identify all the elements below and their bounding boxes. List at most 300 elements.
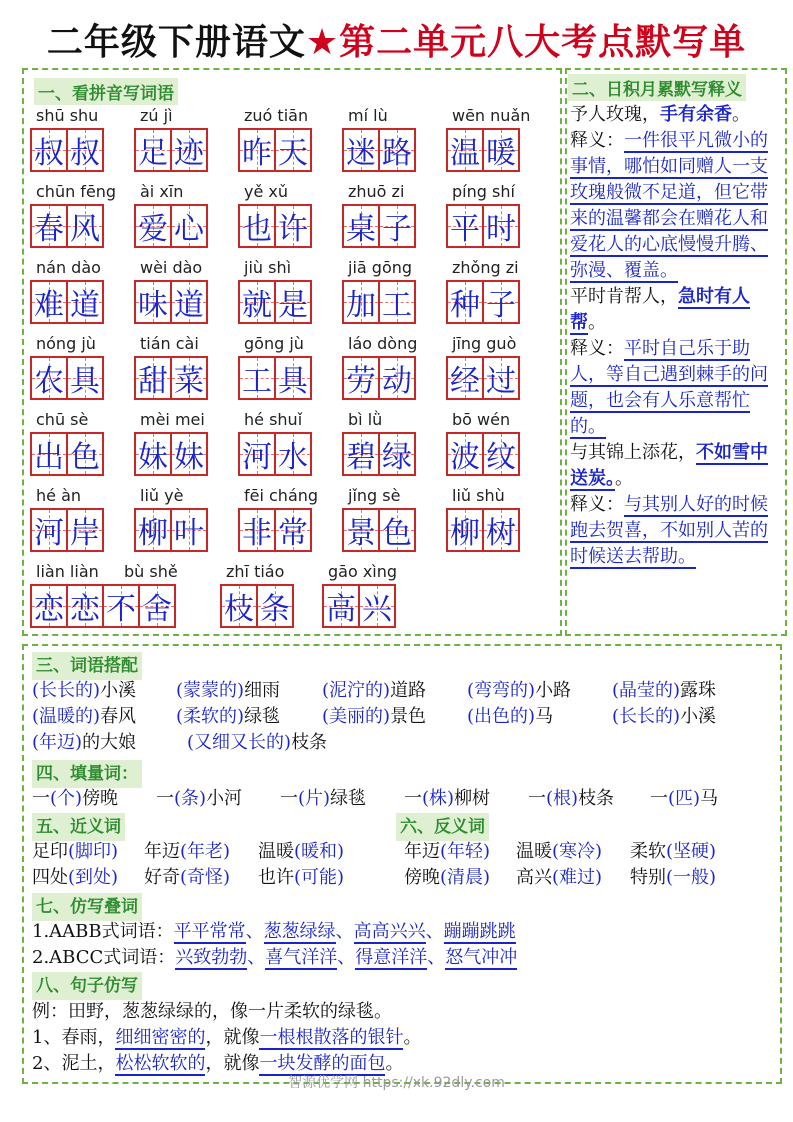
pinyin: liǔ shù: [452, 486, 505, 505]
explain-text: 平时自己乐于助人，等自己遇到棘手的问题，也会有人乐意帮忙的。: [570, 338, 768, 437]
char-cell: [342, 432, 380, 476]
char: 柳: [450, 516, 480, 551]
paren: (: [180, 867, 188, 888]
measure-item: [404, 786, 490, 812]
measure-answer: 片: [305, 788, 324, 809]
punct: 。: [615, 468, 633, 489]
footer-watermark: 智源优学网 https://xk.92dly.com: [288, 1075, 505, 1091]
char-cell: [342, 508, 380, 552]
collocation-noun: 景色: [390, 706, 427, 727]
char-cell: [66, 280, 104, 324]
paren: ): [323, 788, 331, 809]
char-cell: [66, 432, 104, 476]
collocation-answer: 泥泞的: [329, 680, 384, 701]
char-cell: [238, 204, 276, 248]
paren: ): [383, 706, 391, 727]
char: 温: [450, 136, 480, 171]
char-cell: [446, 508, 484, 552]
section-label: 二、日积月累默写释义: [568, 74, 746, 101]
char: 恋: [34, 592, 64, 627]
paren: ): [595, 867, 603, 888]
pinyin: bù shě: [124, 562, 178, 581]
pinyin: zhī tiáo: [226, 562, 285, 581]
word: 也许: [258, 867, 294, 888]
char: 具: [70, 364, 100, 399]
explain-label: 释义：: [570, 494, 624, 515]
measure-item: [528, 786, 614, 812]
paren: (: [440, 867, 448, 888]
char: 就: [242, 288, 272, 323]
word-grid: [342, 356, 414, 400]
word-grid: [322, 584, 394, 628]
paren: (: [68, 867, 76, 888]
measure-prefix: 一: [404, 788, 422, 809]
pinyin: wēn nuǎn: [452, 106, 531, 125]
section-label: 四、填量词：: [32, 760, 142, 788]
char-cell: [238, 128, 276, 172]
char: 道: [70, 288, 100, 323]
sentence-text: 1、春雨，: [32, 1027, 116, 1048]
char: 色: [70, 440, 100, 475]
separator: 、: [247, 947, 266, 968]
collocation-item: [176, 704, 280, 730]
word-pair: [516, 865, 602, 891]
paren: ): [571, 788, 579, 809]
paren: (: [422, 788, 430, 809]
char: 种: [450, 288, 480, 323]
char: 波: [450, 440, 480, 475]
char: 兴: [362, 592, 392, 627]
char-cell: [378, 280, 416, 324]
char-cell: [342, 128, 380, 172]
char: 昨: [242, 136, 272, 171]
word-grid: [238, 280, 310, 324]
collocation-noun: 道路: [390, 680, 427, 701]
paren: ): [111, 841, 119, 862]
paren: (: [294, 841, 302, 862]
char-cell: [378, 204, 416, 248]
paren: (: [32, 732, 40, 753]
paren: ): [693, 788, 701, 809]
char: 水: [278, 440, 308, 475]
char: 许: [278, 212, 308, 247]
section-label: 六、反义词: [396, 813, 489, 841]
idiom-answer: 不如雪中送炭。: [570, 442, 768, 489]
char: 树: [486, 516, 516, 551]
punct: 。: [588, 312, 606, 333]
char-cell: [220, 584, 258, 628]
pinyin: liàn liàn: [36, 562, 99, 581]
word: 年迈: [144, 841, 180, 862]
measure-prefix: 一: [280, 788, 298, 809]
char-cell: [274, 280, 312, 324]
paren: ): [284, 732, 292, 753]
char: 风: [70, 212, 100, 247]
idiom-1: [570, 102, 782, 128]
char-cell: [102, 584, 140, 628]
word-grid: [238, 128, 310, 172]
char: 枝: [224, 592, 254, 627]
word-pair: [404, 865, 490, 891]
char-cell: [446, 280, 484, 324]
pair-answer: 暖和: [301, 841, 338, 862]
paren: ): [483, 841, 491, 862]
word-grid: [342, 508, 414, 552]
pair-answer: 坚硬: [673, 841, 710, 862]
collocation-item: [322, 704, 426, 730]
char-cell: [170, 128, 208, 172]
measure-noun: 柳树: [454, 788, 491, 809]
char-cell: [66, 584, 104, 628]
char-cell: [30, 584, 68, 628]
char: 味: [138, 288, 168, 323]
word-grid: [342, 280, 414, 324]
word-grid: [446, 204, 518, 248]
char-cell: [378, 128, 416, 172]
paren: (: [187, 732, 195, 753]
paren: (: [668, 788, 676, 809]
word-grid: [238, 356, 310, 400]
char: 舍: [142, 592, 172, 627]
paren: ): [75, 732, 83, 753]
measure-answer: 株: [429, 788, 448, 809]
char: 妹: [174, 440, 204, 475]
char-cell: [342, 204, 380, 248]
char-cell: [274, 356, 312, 400]
char: 色: [382, 516, 412, 551]
char-cell: [30, 432, 68, 476]
pair-answer: 脚印: [75, 841, 112, 862]
char: 恋: [70, 592, 100, 627]
char-cell: [446, 356, 484, 400]
collocation-item: [467, 678, 571, 704]
char: 条: [260, 592, 290, 627]
collocation-noun: 枝条: [291, 732, 328, 753]
char-cell: [274, 432, 312, 476]
paren: (: [32, 706, 40, 727]
measure-answer: 匹: [675, 788, 694, 809]
measure-prefix: 一: [32, 788, 50, 809]
char: 菜: [174, 364, 204, 399]
list-answer: 高高兴兴: [353, 921, 426, 942]
collocation-item: [612, 704, 716, 730]
char-cell: [170, 280, 208, 324]
collocation-noun: 马: [535, 706, 554, 727]
word-pair: [258, 839, 344, 865]
aabb-row: [32, 919, 516, 945]
paren: ): [483, 867, 491, 888]
pinyin: zuó tiān: [244, 106, 309, 125]
pinyin: jiù shì: [244, 258, 292, 277]
collocation-item: [32, 704, 136, 730]
separator: 、: [337, 947, 356, 968]
pinyin: hé shuǐ: [244, 410, 303, 429]
collocation-noun: 小路: [535, 680, 572, 701]
word-grid: [238, 432, 310, 476]
word-grid: [446, 356, 518, 400]
section-label: 五、近义词: [32, 813, 125, 841]
word-grid: [30, 584, 174, 628]
measure-noun: 枝条: [578, 788, 615, 809]
char: 桌: [346, 212, 376, 247]
word-grid: [446, 280, 518, 324]
section-label: 八、句子仿写: [32, 972, 142, 1000]
char: 加: [346, 288, 376, 323]
pinyin: tián cài: [140, 334, 199, 353]
char-cell: [170, 432, 208, 476]
char-cell: [256, 584, 294, 628]
section-idiom-heading: [568, 74, 746, 101]
list-answer: 蹦蹦跳跳: [443, 921, 516, 942]
paren: ): [223, 841, 231, 862]
pinyin: zhuō zi: [348, 182, 405, 201]
char-cell: [378, 356, 416, 400]
char: 叔: [34, 136, 64, 171]
sentence-1: [32, 1025, 421, 1051]
paren: (: [666, 867, 674, 888]
char: 暖: [486, 136, 516, 171]
char: 天: [278, 136, 308, 171]
word-pair: [32, 865, 118, 891]
char: 工: [242, 364, 272, 399]
char: 叶: [174, 516, 204, 551]
word-grid: [342, 432, 414, 476]
explain-label: 释义：: [570, 130, 624, 151]
paren: (: [68, 841, 76, 862]
paren: ): [93, 706, 101, 727]
sentence-text: ，就像: [205, 1027, 260, 1048]
explain-3: [570, 492, 782, 570]
paren: ): [709, 841, 717, 862]
idiom-text: 平时肯帮人，: [570, 286, 678, 307]
char: 子: [486, 288, 516, 323]
paren: ): [223, 867, 231, 888]
collocation-answer: 晶莹的: [619, 680, 674, 701]
collocation-noun: 露珠: [680, 680, 717, 701]
paren: ): [237, 706, 245, 727]
paren: (: [666, 841, 674, 862]
star-icon: ★: [305, 22, 340, 63]
section-label: 三、词语搭配: [32, 652, 142, 680]
sec4-heading: [32, 760, 142, 788]
pinyin: gāo xìng: [328, 562, 398, 581]
abcc-row: [32, 945, 517, 971]
punct: 。: [385, 1053, 404, 1074]
paren: ): [111, 867, 119, 888]
paren: (: [298, 788, 306, 809]
separator: 、: [245, 921, 264, 942]
word-grid: [134, 204, 206, 248]
pair-answer: 寒冷: [559, 841, 596, 862]
char-cell: [134, 432, 172, 476]
char: 心: [174, 212, 204, 247]
word: 温暖: [258, 841, 294, 862]
char-cell: [482, 432, 520, 476]
list-answer: 兴致勃勃: [175, 947, 248, 968]
measure-item: [650, 786, 718, 812]
collocation-item: [32, 730, 136, 756]
char: 纹: [486, 440, 516, 475]
char-cell: [482, 508, 520, 552]
sec7-heading: [32, 893, 142, 921]
word-pair: [258, 865, 344, 891]
paren: (: [467, 680, 475, 701]
section-label: 一、看拼音写词语: [34, 78, 178, 105]
pinyin: ài xīn: [140, 182, 184, 201]
char-cell: [482, 280, 520, 324]
pinyin: jǐng sè: [348, 486, 401, 505]
collocation-answer: 长长的: [619, 706, 674, 727]
word-grid: [30, 280, 102, 324]
paren: ): [75, 788, 83, 809]
explain-text: 一件很平凡微小的事情，哪怕如同赠人一支玫瑰般微不足道，但它带来的温馨都会在赠花人和爱花人的心底慢慢升腾、弥漫、覆盖。: [570, 130, 768, 281]
char-cell: [238, 432, 276, 476]
paren: (: [552, 867, 560, 888]
paren: ): [337, 841, 345, 862]
char: 春: [34, 212, 64, 247]
word-grid: [30, 508, 102, 552]
char: 工: [382, 288, 412, 323]
pinyin: bō wén: [452, 410, 511, 429]
section-pinyin-heading: [34, 78, 178, 105]
char-cell: [482, 128, 520, 172]
pinyin: chūn fēng: [36, 182, 117, 201]
char-cell: [30, 508, 68, 552]
char: 足: [138, 136, 168, 171]
char: 具: [278, 364, 308, 399]
char-cell: [358, 584, 396, 628]
word-grid: [30, 204, 102, 248]
collocation-item: [32, 678, 136, 704]
char: 柳: [138, 516, 168, 551]
pinyin: jīng guò: [452, 334, 517, 353]
char-cell: [170, 204, 208, 248]
paren: (: [546, 788, 554, 809]
paren: ): [528, 706, 536, 727]
measure-prefix: 一: [156, 788, 174, 809]
char: 过: [486, 364, 516, 399]
pinyin: chū sè: [36, 410, 89, 429]
pair-answer: 清晨: [447, 867, 484, 888]
collocation-noun: 春风: [100, 706, 137, 727]
paren: ): [199, 788, 207, 809]
list-prefix: 1.AABB式词语：: [32, 921, 174, 942]
explain-text: 与其别人好的时候跑去贺喜，不如别人苦的时候送去帮助。: [570, 494, 768, 567]
char: 河: [34, 516, 64, 551]
collocation-item: [176, 678, 280, 704]
idiom-text: 与其锦上添花，: [570, 442, 696, 463]
collocation-noun: 小溪: [680, 706, 717, 727]
char-cell: [274, 508, 312, 552]
word: 年迈: [404, 841, 440, 862]
pinyin: bì lǜ: [348, 410, 383, 429]
char: 常: [278, 516, 308, 551]
word-grid: [30, 356, 102, 400]
char-cell: [238, 356, 276, 400]
char: 妹: [138, 440, 168, 475]
paren: (: [322, 706, 330, 727]
char: 子: [382, 212, 412, 247]
word-grid: [30, 432, 102, 476]
pinyin: liǔ yè: [140, 486, 184, 505]
char-cell: [446, 204, 484, 248]
char-cell: [30, 204, 68, 248]
char-cell: [30, 280, 68, 324]
collocation-answer: 弯弯的: [474, 680, 529, 701]
pinyin: wèi dào: [140, 258, 203, 277]
paren: ): [447, 788, 455, 809]
explain-2: [570, 336, 782, 440]
collocation-answer: 柔软的: [183, 706, 238, 727]
word: 柔软: [630, 841, 666, 862]
measure-prefix: 一: [528, 788, 546, 809]
word-grid: [446, 128, 518, 172]
char-cell: [30, 356, 68, 400]
char-cell: [274, 128, 312, 172]
word: 四处: [32, 867, 68, 888]
pair-answer: 年老: [187, 841, 224, 862]
char: 时: [486, 212, 516, 247]
sentence-answer: 松松软软的: [115, 1053, 206, 1074]
separator: 、: [425, 921, 444, 942]
sec5-heading: [32, 813, 125, 841]
char-cell: [134, 356, 172, 400]
char-cell: [446, 128, 484, 172]
paren: (: [32, 680, 40, 701]
measure-item: [32, 786, 118, 812]
list-answer: 平平常常: [173, 921, 246, 942]
paren: (: [180, 841, 188, 862]
measure-noun: 傍晚: [82, 788, 119, 809]
measure-noun: 小河: [206, 788, 243, 809]
pinyin: mí lù: [348, 106, 388, 125]
pinyin: nóng jù: [36, 334, 96, 353]
collocation-answer: 美丽的: [329, 706, 384, 727]
sentence-example: 例：田野，葱葱绿绿的，像一片柔软的绿毯。: [32, 1001, 392, 1022]
char: 劳: [346, 364, 376, 399]
collocation-answer: 蒙蒙的: [183, 680, 238, 701]
section-label: 七、仿写叠词: [32, 893, 142, 921]
char: 河: [242, 440, 272, 475]
paren: (: [612, 706, 620, 727]
char-cell: [238, 508, 276, 552]
paren: ): [595, 841, 603, 862]
char: 迹: [174, 136, 204, 171]
collocation-answer: 长长的: [39, 680, 94, 701]
char-cell: [66, 508, 104, 552]
char: 难: [34, 288, 64, 323]
word: 温暖: [516, 841, 552, 862]
punct: 。: [732, 104, 750, 125]
sec3-heading: [32, 652, 142, 680]
title-part2: 第二单元八大考点默写单: [339, 22, 747, 63]
pinyin: píng shí: [452, 182, 515, 201]
pair-answer: 难过: [559, 867, 596, 888]
pinyin: zhǒng zi: [452, 258, 519, 277]
word-grid: [238, 204, 310, 248]
word: 足印: [32, 841, 68, 862]
measure-item: [156, 786, 242, 812]
collocation-answer: 年迈: [39, 732, 76, 753]
word: 特别: [630, 867, 666, 888]
char: 路: [382, 136, 412, 171]
char-cell: [138, 584, 176, 628]
char: 是: [278, 288, 308, 323]
idiom-2: [570, 284, 782, 336]
char: 爱: [138, 212, 168, 247]
sec6-heading: [396, 813, 489, 841]
paren: (: [50, 788, 58, 809]
